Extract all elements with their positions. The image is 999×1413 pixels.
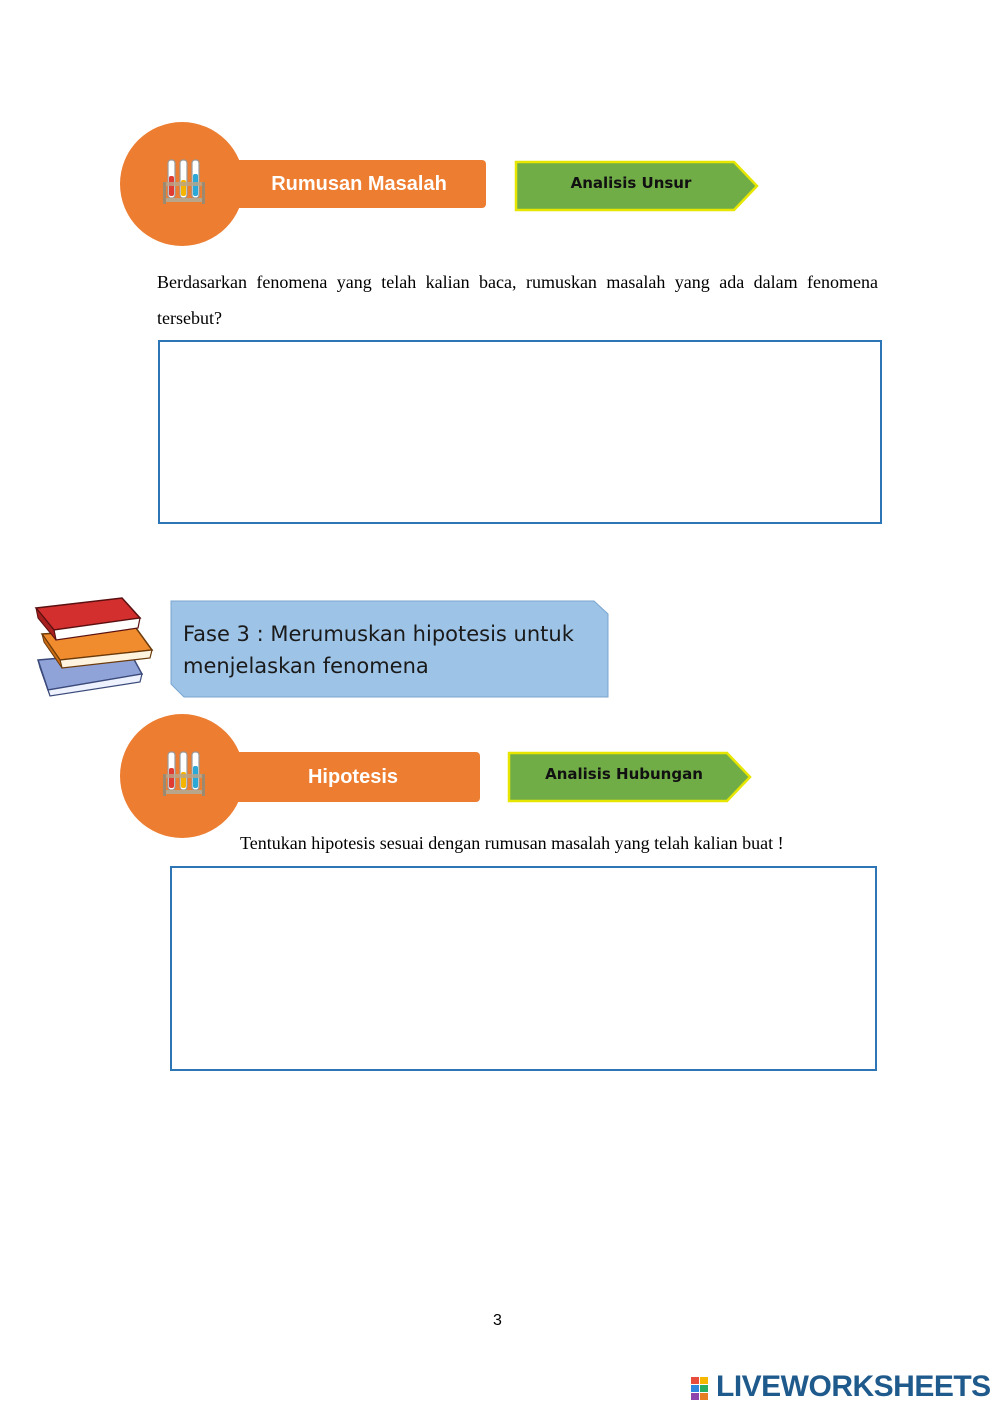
section-title: Rumusan Masalah bbox=[232, 160, 486, 208]
test-tube-rack-icon bbox=[160, 158, 208, 208]
analysis-tag-label: Analisis Hubungan bbox=[545, 765, 703, 783]
analysis-tag-label: Analisis Unsur bbox=[570, 174, 692, 192]
liveworksheets-logo-icon bbox=[690, 1376, 718, 1402]
test-tube-rack-icon bbox=[160, 750, 208, 800]
phase-title bbox=[183, 618, 603, 682]
analysis-tag bbox=[514, 160, 760, 212]
books-stack-icon bbox=[32, 594, 158, 698]
phase-title-line1: Fase 3 : Merumuskan hipotesis untuk bbox=[183, 622, 574, 646]
analysis-tag bbox=[507, 751, 753, 803]
page-number: 3 bbox=[493, 1312, 502, 1329]
answer-box-rumusan-masalah[interactable] bbox=[158, 340, 882, 524]
phase-title-line2: menjelaskan fenomena bbox=[183, 654, 429, 678]
liveworksheets-brand[interactable]: LIVEWORKSHEETS bbox=[716, 1370, 991, 1403]
section-title: Hipotesis bbox=[226, 752, 480, 802]
phase-banner bbox=[170, 600, 610, 698]
answer-box-hipotesis[interactable] bbox=[170, 866, 877, 1071]
question-text: Berdasarkan fenomena yang telah kalian baca, rumuskan masalah yang ada dalam fenomena tersebut? bbox=[157, 272, 878, 328]
question-text: Tentukan hipotesis sesuai dengan rumusan masalah yang telah kalian buat ! bbox=[240, 833, 784, 853]
